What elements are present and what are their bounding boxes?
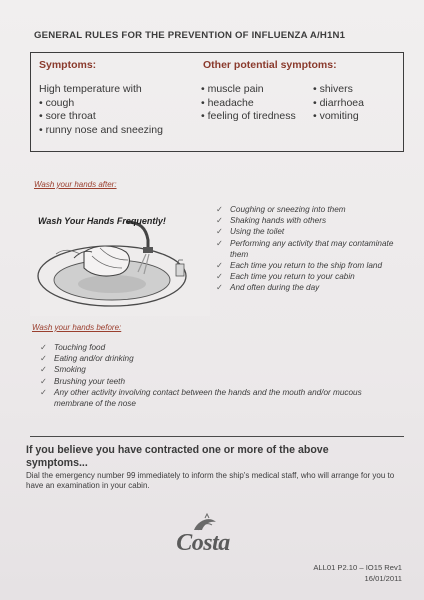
symptom-item: • sore throat <box>39 110 96 123</box>
other-symptom-item: • headache <box>201 96 254 109</box>
symptom-item: • runny nose and sneezing <box>39 123 163 136</box>
hand-washing-illustration <box>30 214 210 316</box>
reference-code: ALL01 P2.10 – IO15 Rev1 <box>313 563 402 572</box>
other-symptoms-list-2 <box>313 83 364 124</box>
document-title: GENERAL RULES FOR THE PREVENTION OF INFLUENZA A/H1N1 <box>34 30 346 41</box>
wash-after-list <box>216 204 406 294</box>
other-symptom-item: • shivers <box>313 83 353 95</box>
wash-after-item: ✓ And often during the day <box>216 283 320 293</box>
check-icon: ✓ <box>40 376 47 386</box>
other-symptoms-heading: Other potential symptoms: <box>203 59 337 71</box>
wash-after-item: ✓ Shaking hands with others <box>216 216 327 226</box>
other-symptom-item: • vomiting <box>313 110 359 123</box>
illustration-caption: Wash Your Hands Frequently! <box>38 216 166 226</box>
check-icon: ✓ <box>216 283 223 293</box>
reference-date: 16/01/2011 <box>364 574 402 583</box>
symptoms-heading: Symptoms: <box>39 59 97 71</box>
other-symptom-item: • muscle pain <box>201 83 264 95</box>
wash-after-item: ✓ Each time you return to your cabin <box>216 272 355 282</box>
wash-before-item: ✓ Smoking <box>40 365 86 375</box>
logo-wordmark: Costa <box>176 530 230 556</box>
alert-heading: If you believe you have contracted one or more of the above symptoms... <box>26 444 329 469</box>
wash-before-item: ✓ Brushing your teeth <box>40 376 126 386</box>
alert-body: Dial the emergency number 99 immediately to inform the ship's medical staff, who will arrange for you to have an examination in your cabin. <box>26 471 395 491</box>
symptoms-box <box>30 52 404 152</box>
wash-before-item: ✓ Eating and/or drinking <box>40 354 134 364</box>
wash-before-heading: Wash your hands before: <box>32 323 122 332</box>
symptoms-list <box>39 83 163 137</box>
wash-before-item: ✓ Touching food <box>40 343 106 352</box>
check-icon: ✓ <box>216 216 223 226</box>
symptom-item: High temperature with <box>39 83 142 95</box>
check-icon: ✓ <box>216 227 223 237</box>
check-icon: ✓ <box>40 343 47 352</box>
check-icon: ✓ <box>40 354 47 364</box>
other-symptoms-list-1 <box>201 83 296 124</box>
check-icon: ✓ <box>216 261 223 271</box>
wash-before-list <box>40 342 402 409</box>
wash-after-heading: Wash your hands after: <box>34 180 117 189</box>
check-icon: ✓ <box>216 205 223 214</box>
wash-after-item: ✓ Each time you return to the ship from land <box>216 261 383 271</box>
wash-after-item: ✓ Coughing or sneezing into them <box>216 205 346 214</box>
symptom-item: • cough <box>39 96 75 109</box>
wash-before-item: ✓ Any other activity involving contact between the hands and the mouth and/or mucous membrane of the nose <box>40 387 362 409</box>
document-reference <box>313 562 402 584</box>
costa-logo <box>164 512 242 558</box>
check-icon: ✓ <box>40 365 47 375</box>
check-icon: ✓ <box>216 238 223 248</box>
other-symptom-item: • diarrhoea <box>313 96 364 109</box>
section-divider <box>30 436 404 437</box>
check-icon: ✓ <box>216 272 223 282</box>
wash-after-item: ✓ Performing any activity that may contaminate them <box>216 238 394 259</box>
other-symptom-item: • feeling of tiredness <box>201 110 296 123</box>
wash-after-item: ✓ Using the toilet <box>216 227 285 237</box>
check-icon: ✓ <box>40 387 47 397</box>
